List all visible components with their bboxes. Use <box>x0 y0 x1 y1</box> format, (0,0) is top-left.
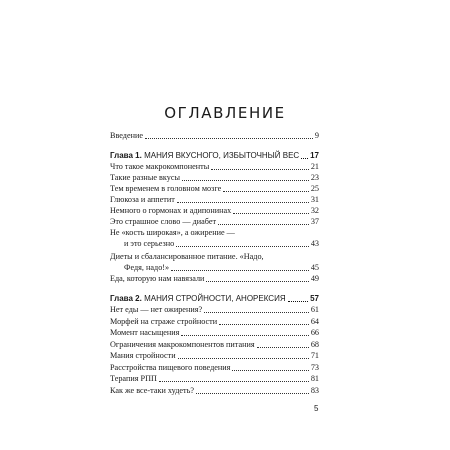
toc-entry-line-1 <box>110 227 319 238</box>
toc-entry-title: Как же все-таки худеть? <box>110 386 194 395</box>
dot-leader <box>145 138 313 139</box>
dot-leader <box>176 246 309 247</box>
toc-entry-page: 73 <box>310 363 319 372</box>
toc-entry-line-1 <box>110 251 319 262</box>
toc-entry-page: 81 <box>310 374 319 383</box>
toc-entry <box>110 327 319 338</box>
toc-entry-line-2 <box>110 262 319 273</box>
toc-chapter-1 <box>110 150 319 161</box>
toc-entry <box>110 194 319 205</box>
dot-leader <box>159 381 309 382</box>
toc-entry-page: 21 <box>310 162 319 171</box>
toc-entry-title: Немного о гормонах и адипонинах <box>110 206 232 215</box>
chapter-label: Глава 1. <box>110 151 142 160</box>
toc-entry-title: Расстройства пищевого поведения <box>110 363 231 372</box>
toc-entry-page: 9 <box>314 131 319 140</box>
toc-entry-page: 45 <box>310 263 319 272</box>
toc-entry-page: 37 <box>310 217 319 226</box>
toc-entry-page: 23 <box>310 173 319 182</box>
toc-entry-title: Не «кость широкая», а ожирение — <box>110 228 235 237</box>
toc-entry <box>110 350 319 361</box>
toc-entry <box>110 373 319 384</box>
toc-entry-title: Это страшное слово — диабет <box>110 217 217 226</box>
toc-entry-page: 17 <box>310 151 319 160</box>
toc-entry-title: Ограничения макрокомпонентов питания <box>110 340 255 349</box>
toc-entry-title: и это серьезно <box>124 239 175 248</box>
toc-chapter-title <box>110 294 286 304</box>
toc-entry-page: 57 <box>310 294 319 303</box>
page-number: 5 <box>314 404 319 413</box>
toc-entry-title: Такие разные вкусы <box>110 173 180 182</box>
dot-leader <box>181 335 308 336</box>
dot-leader <box>182 180 309 181</box>
toc-entry-page: 66 <box>310 328 319 337</box>
toc-entry-title: Федя, надо!» <box>124 263 170 272</box>
toc-entry-title: Нет еды — нет ожирения? <box>110 305 203 314</box>
toc-entry-title: Глюкоза и аппетит <box>110 195 175 204</box>
toc-entry <box>110 161 319 172</box>
toc-entry-page: 25 <box>310 184 319 193</box>
dot-leader <box>232 370 308 371</box>
toc-entry-title: Момент насыщения <box>110 328 180 337</box>
dot-leader <box>196 393 309 394</box>
toc-entry-title: Мания стройности <box>110 351 176 360</box>
toc-entry <box>110 205 319 216</box>
toc-entry-page: 71 <box>310 351 319 360</box>
toc-entry-title: Тем временем в головном мозге <box>110 184 222 193</box>
dot-leader <box>204 312 309 313</box>
toc-entry-title: Морфей на страже стройности <box>110 317 218 326</box>
page-heading: ОГЛАВЛЕНИЕ <box>164 104 286 122</box>
toc-entry-page: 43 <box>310 239 319 248</box>
dot-leader <box>223 191 309 192</box>
toc-entry-page: 83 <box>310 386 319 395</box>
toc-entry-page: 49 <box>310 274 319 283</box>
chapter-name: МАНИЯ ВКУСНОГО, ИЗБЫТОЧНЫЙ ВЕС <box>144 151 300 160</box>
toc-chapter-2 <box>110 293 319 304</box>
toc-entry-introduction <box>110 130 319 141</box>
toc-entry-page: 31 <box>310 195 319 204</box>
toc-entry <box>110 172 319 183</box>
dot-leader <box>178 358 309 359</box>
toc-entry <box>110 362 319 373</box>
toc-entry-page: 61 <box>310 305 319 314</box>
dot-leader <box>218 224 309 225</box>
dot-leader <box>257 347 309 348</box>
toc-chapter-title <box>110 151 299 161</box>
toc-entry-title: Терапия РПП <box>110 374 157 383</box>
toc-entry-title: Что такое макрокомпоненты <box>110 162 210 171</box>
chapter-name: МАНИЯ СТРОЙНОСТИ, АНОРЕКСИЯ <box>144 294 286 303</box>
toc-entry-page: 32 <box>310 206 319 215</box>
dot-leader <box>219 324 309 325</box>
toc-entry <box>110 304 319 315</box>
toc-entry <box>110 273 319 284</box>
dot-leader <box>301 158 308 159</box>
toc-entry-title: Еда, которую нам навязали <box>110 274 205 283</box>
toc-entry <box>110 216 319 227</box>
toc-entry-title: Введение <box>110 131 144 140</box>
toc-entry <box>110 385 319 396</box>
toc-entry <box>110 183 319 194</box>
toc-entry <box>110 339 319 350</box>
toc-entry-line-2 <box>110 238 319 249</box>
toc-entry-page: 68 <box>310 340 319 349</box>
toc-entry <box>110 316 319 327</box>
dot-leader <box>211 169 309 170</box>
dot-leader <box>171 270 309 271</box>
dot-leader <box>233 213 309 214</box>
dot-leader <box>288 301 308 302</box>
toc-entry-title: Диеты и сбалансированное питание. «Надо, <box>110 252 264 261</box>
toc-entry-page: 64 <box>310 317 319 326</box>
dot-leader <box>206 281 308 282</box>
chapter-label: Глава 2. <box>110 294 142 303</box>
dot-leader <box>177 202 309 203</box>
